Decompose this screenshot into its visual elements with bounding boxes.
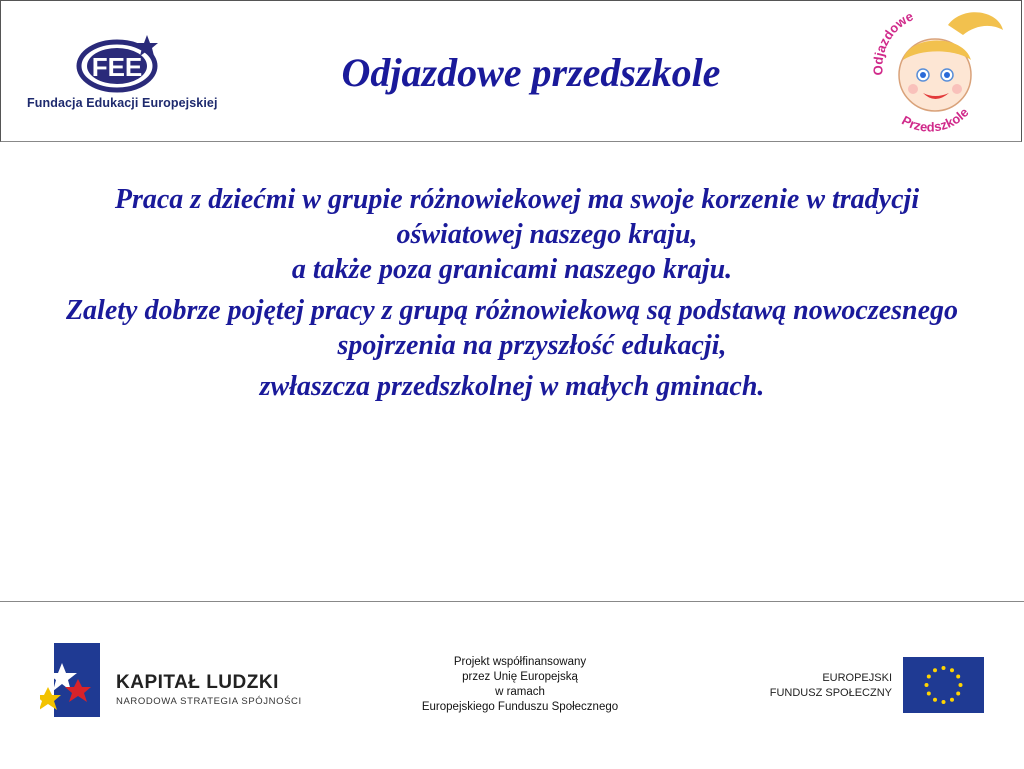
efs-line-2: FUNDUSZ SPOŁECZNY (769, 687, 892, 699)
project-line-4: Europejskiego Funduszu Społecznego (421, 701, 619, 713)
kapital-ludzki-logo (40, 643, 100, 717)
fee-caption: Fundacja Edukacji Europejskiej (27, 96, 218, 110)
paragraph-2: a także poza granicami naszego kraju. (291, 254, 733, 285)
fee-logo-text: FEE (91, 52, 143, 82)
project-line-2: przez Unię Europejską (462, 671, 578, 683)
slide-header (0, 0, 1022, 142)
kid-logo-text-bottom: Przedszkole (899, 104, 972, 135)
project-line-3: w ramach (495, 686, 545, 698)
paragraph-3: Zalety dobrze pojętej pracy z grupą różnowiekową są podstawą nowoczesnego spojrzenia na przyszłość edukacji, (65, 295, 959, 361)
efs-line-1: EUROPEJSKI (822, 672, 892, 684)
eu-flag-icon (903, 657, 984, 713)
efs-label (740, 671, 892, 701)
kapital-ludzki-title: KAPITAŁ LUDZKI (116, 672, 279, 693)
paragraph-4: zwłaszcza przedszkolnej w małych gminach. (259, 371, 765, 402)
page-title: Odjazdowe przedszkole (341, 50, 721, 95)
paragraph-1: Praca z dziećmi w grupie różnowiekowej ma swoje korzenie w tradycji oświatowej naszego kraju, (114, 184, 920, 250)
kapital-ludzki-subtitle: NARODOWA STRATEGIA SPÓJNOŚCI (116, 696, 302, 707)
slide-body (40, 182, 984, 404)
project-cofinancing-note (410, 655, 630, 715)
odjazdowe-przedszkole-logo (863, 5, 1013, 137)
project-line-1: Projekt współfinansowany (453, 656, 587, 668)
kid-logo-text-top: Odjazdowe (870, 8, 916, 76)
